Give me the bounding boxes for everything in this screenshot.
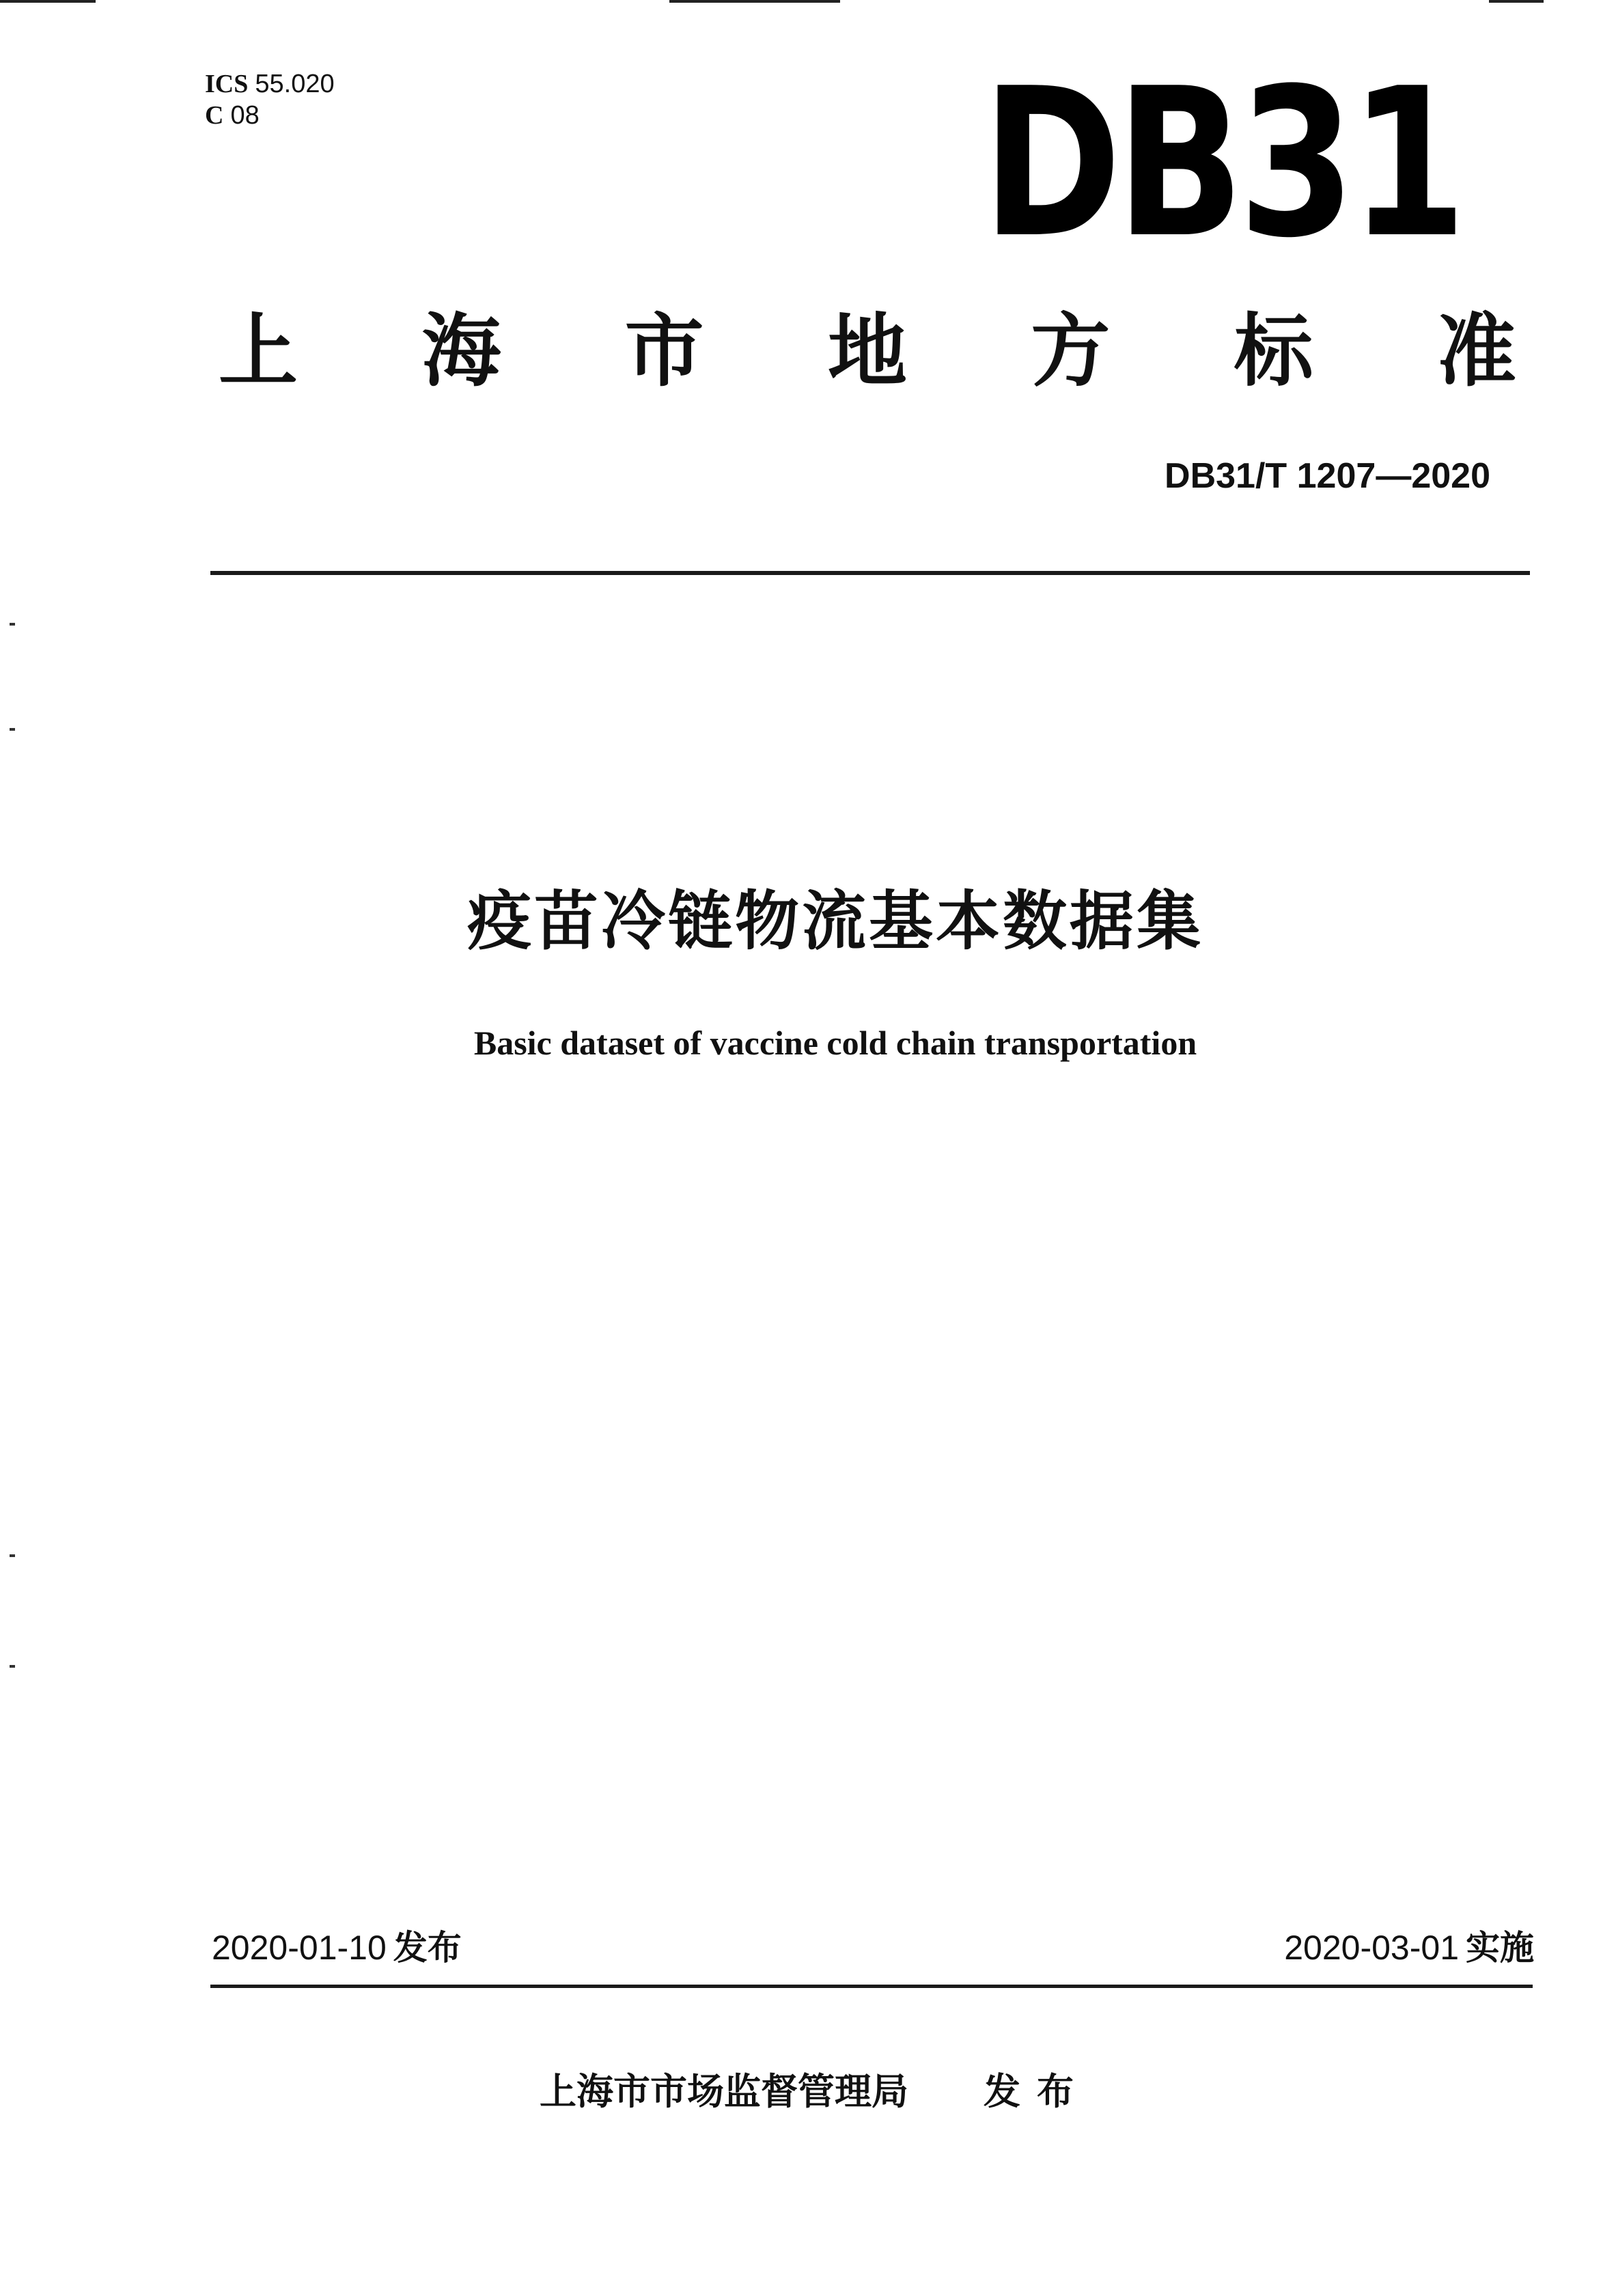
implementation-date: 2020-03-01 [1284,1929,1459,1967]
ics-row [205,68,335,100]
standard-code: DB31/T 1207—2020 [1165,456,1490,496]
release-date: 2020-01-10 [212,1929,387,1967]
class-value: 08 [230,101,260,130]
document-title-cn: 疫苗冷链物流基本数据集 [466,884,1203,959]
standard-type-char: 地 [827,305,907,397]
ics-value: 55.020 [255,70,335,98]
scan-edge-mark [0,0,96,3]
release-label: 发布 [393,1928,462,1968]
standard-type-char: 海 [421,305,501,397]
publisher-action: 发布 [984,2070,1090,2113]
footer-divider [210,1985,1533,1988]
scan-edge-mark [669,0,840,3]
scan-speck [10,1554,15,1557]
document-title-en: Basic dataset of vaccine cold chain transportation [473,1024,1197,1062]
standard-type-char: 市 [624,305,704,397]
scan-edge-mark [1489,0,1544,3]
standard-type-char: 准 [1436,305,1516,397]
class-label: C [205,101,224,130]
standard-type-char: 方 [1031,305,1111,397]
publisher-line [0,2068,1616,2116]
release-date-block [212,1926,462,1970]
ics-label: ICS [205,70,249,98]
publisher-name: 上海市市场监督管理局 [540,2070,908,2113]
scan-speck [10,623,15,626]
standard-type-title [219,300,1516,403]
standard-type-char: 标 [1234,305,1313,397]
classification-block [205,68,335,131]
standard-type-char: 上 [219,305,298,397]
scan-speck [10,1665,15,1668]
scan-speck [10,728,15,731]
header-divider [210,571,1530,575]
implementation-date-block [1284,1926,1534,1970]
implementation-label: 实施 [1466,1928,1534,1968]
class-row [205,100,335,131]
db31-logo: DB31 [982,44,1462,283]
